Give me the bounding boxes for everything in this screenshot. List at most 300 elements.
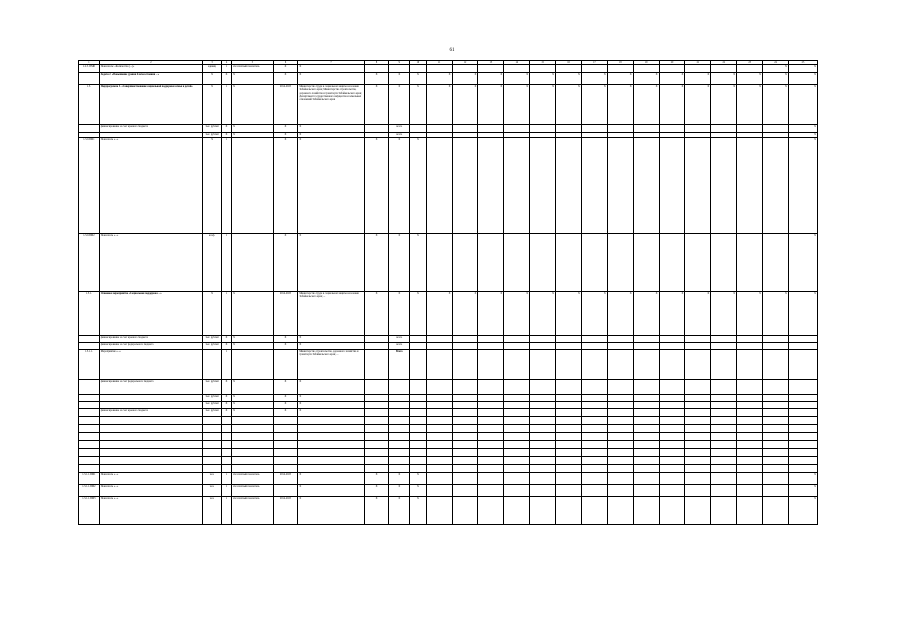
table-cell (410, 433, 427, 441)
table-cell (478, 350, 504, 380)
table-cell (530, 395, 556, 402)
table-cell (364, 449, 389, 457)
table-cell (659, 380, 685, 395)
table-cell: Мероприятие «...» (99, 350, 203, 380)
table-cell (607, 457, 633, 465)
table-cell: X (273, 336, 298, 343)
table-cell (763, 395, 789, 402)
table-cell (504, 497, 530, 525)
table-cell (232, 465, 273, 473)
table-cell (788, 465, 817, 473)
table-cell: X (232, 125, 273, 133)
table-cell (426, 402, 452, 409)
table-cell (763, 457, 789, 465)
table-cell: X (221, 133, 231, 138)
table-cell (633, 395, 659, 402)
table-cell (763, 234, 789, 292)
table-cell: всего (389, 343, 410, 350)
table-cell (659, 234, 685, 292)
table-cell (203, 449, 222, 457)
table-cell: 1 (221, 350, 231, 380)
table-row (79, 433, 818, 441)
table-row (79, 234, 818, 292)
table-cell (530, 433, 556, 441)
table-cell (99, 395, 203, 402)
table-cell (737, 343, 763, 350)
table-cell (711, 409, 737, 417)
table-cell (685, 473, 711, 485)
table-cell (273, 417, 298, 425)
table-cell (685, 433, 711, 441)
table-cell: X (659, 85, 685, 125)
column-number: 6 (273, 61, 298, 65)
table-cell (737, 473, 763, 485)
table-cell (232, 425, 273, 433)
table-cell: 1.3.1.1.ПМ2 (79, 485, 100, 497)
table-cell: X (273, 234, 298, 292)
table-cell (410, 336, 427, 343)
table-cell (581, 449, 607, 457)
table-cell (556, 138, 582, 234)
table-cell (711, 380, 737, 395)
table-cell (203, 441, 222, 449)
table-cell: X (298, 125, 364, 133)
table-cell: X (273, 380, 298, 395)
table-cell (607, 425, 633, 433)
table-cell: % (203, 138, 222, 234)
table-cell (426, 485, 452, 497)
table-cell (221, 441, 231, 449)
table-cell (659, 409, 685, 417)
table-cell: всего (389, 125, 410, 133)
table-cell (581, 402, 607, 409)
table-cell (389, 409, 410, 417)
column-number: 22 (711, 61, 737, 65)
table-row (79, 457, 818, 465)
table-cell: X (298, 138, 364, 234)
table-cell (711, 138, 737, 234)
table-cell (79, 417, 100, 425)
column-number: 14 (504, 61, 530, 65)
table-cell (426, 65, 452, 73)
table-cell (530, 465, 556, 473)
table-cell (556, 65, 582, 73)
table-cell (79, 425, 100, 433)
table-cell: X (221, 395, 231, 402)
table-cell (452, 395, 478, 402)
table-cell: 2014-2025 (273, 85, 298, 125)
table-cell (504, 125, 530, 133)
table-cell (79, 409, 100, 417)
table-cell (607, 449, 633, 457)
table-cell (556, 125, 582, 133)
table-cell: X (273, 65, 298, 73)
table-cell (426, 395, 452, 402)
table-cell: X (452, 73, 478, 85)
table-cell (737, 425, 763, 433)
table-cell: X (410, 473, 427, 485)
table-cell (737, 336, 763, 343)
table-cell (633, 380, 659, 395)
table-cell (659, 485, 685, 497)
table-cell (581, 485, 607, 497)
table-cell (737, 395, 763, 402)
table-cell (426, 465, 452, 473)
table-cell (273, 449, 298, 457)
table-cell (788, 409, 817, 417)
table-cell (389, 395, 410, 402)
column-number: 15 (530, 61, 556, 65)
table-row (79, 85, 818, 125)
table-cell (633, 457, 659, 465)
table-cell: X (452, 292, 478, 336)
table-cell (659, 402, 685, 409)
table-cell (607, 380, 633, 395)
table-cell (504, 234, 530, 292)
table-cell: X (364, 473, 389, 485)
table-cell: X (410, 497, 427, 525)
table-cell (452, 441, 478, 449)
table-cell: Министерство труда и социальной защиты населения Забайкальского края; Министерство строительства, дорожного хозяйства и транспорта Забайкальского края; Департамент государственного имущества и земельных отношений Забайкальского края (298, 85, 364, 125)
table-cell: X (737, 85, 763, 125)
table-cell (389, 465, 410, 473)
table-cell: X (232, 409, 273, 417)
table-cell (659, 457, 685, 465)
table-row (79, 441, 818, 449)
table-cell (99, 465, 203, 473)
table-cell (504, 65, 530, 73)
table-cell: X (763, 73, 789, 85)
table-cell (737, 497, 763, 525)
table-cell (530, 441, 556, 449)
table-cell: X (389, 85, 410, 125)
table-cell: X (389, 73, 410, 85)
table-cell (298, 449, 364, 457)
table-cell (556, 473, 582, 485)
table-row (79, 65, 818, 73)
table-cell: X (389, 473, 410, 485)
table-cell (788, 457, 817, 465)
table-cell: X (426, 85, 452, 125)
table-cell (452, 425, 478, 433)
table-cell: Министерство труда и социальной защиты населения Забайкальского края; ... (298, 292, 364, 336)
table-cell: Показатель «...» (99, 234, 203, 292)
table-cell: всего (389, 336, 410, 343)
table-cell (633, 485, 659, 497)
table-cell (478, 441, 504, 449)
table-cell: 2014-2025 (273, 497, 298, 525)
table-cell (763, 125, 789, 133)
table-cell (203, 425, 222, 433)
table-cell (79, 441, 100, 449)
table-cell: X (788, 85, 817, 125)
table-cell: X (298, 73, 364, 85)
table-cell (737, 138, 763, 234)
table-cell (556, 433, 582, 441)
table-cell (633, 402, 659, 409)
table-cell: X (685, 292, 711, 336)
table-cell: X (659, 292, 685, 336)
table-cell (478, 138, 504, 234)
table-cell (607, 343, 633, 350)
table-cell (711, 402, 737, 409)
table-cell: чел. (203, 485, 222, 497)
table-cell (364, 417, 389, 425)
table-cell (364, 380, 389, 395)
table-cell: X (410, 138, 427, 234)
table-cell (426, 457, 452, 465)
table-cell (504, 465, 530, 473)
table-cell (410, 343, 427, 350)
table-cell: X (426, 292, 452, 336)
table-cell (504, 402, 530, 409)
table-cell: финансирование за счет федерального бюджета (99, 343, 203, 350)
table-cell (478, 497, 504, 525)
table-row (79, 138, 818, 234)
table-cell: X (607, 73, 633, 85)
table-cell (426, 125, 452, 133)
table-cell (273, 433, 298, 441)
table-cell (504, 425, 530, 433)
table-cell (763, 409, 789, 417)
table-cell: X (788, 473, 817, 485)
table-cell: X (504, 292, 530, 336)
table-cell: X (273, 395, 298, 402)
table-cell (685, 234, 711, 292)
table-cell (389, 433, 410, 441)
table-cell (685, 380, 711, 395)
table-cell: X (364, 292, 389, 336)
table-cell: X (478, 85, 504, 125)
table-cell (504, 409, 530, 417)
table-cell (426, 441, 452, 449)
table-cell (504, 457, 530, 465)
table-cell (763, 336, 789, 343)
table-cell (737, 125, 763, 133)
table-cell (478, 465, 504, 473)
table-cell (389, 441, 410, 449)
table-cell (530, 409, 556, 417)
table-cell: чел. (203, 473, 222, 485)
table-cell (273, 425, 298, 433)
table-cell: 1.3.1.1. (79, 350, 100, 380)
table-cell (633, 409, 659, 417)
table-cell (711, 350, 737, 380)
table-cell (659, 497, 685, 525)
table-row (79, 395, 818, 402)
table-cell: тыс. рублей (203, 380, 222, 395)
table-cell (232, 433, 273, 441)
table-cell (659, 65, 685, 73)
table-cell: X (478, 73, 504, 85)
table-cell (685, 449, 711, 457)
table-cell (364, 441, 389, 449)
table-cell (530, 449, 556, 457)
table-cell: X (221, 336, 231, 343)
table-cell: X (788, 65, 817, 73)
table-cell (581, 497, 607, 525)
table-cell (410, 395, 427, 402)
table-cell (711, 343, 737, 350)
table-cell (452, 343, 478, 350)
table-cell: абсолютный показатель (232, 65, 273, 73)
table-cell (478, 234, 504, 292)
table-cell (711, 234, 737, 292)
table-cell: Показатель «...» (99, 138, 203, 234)
table-cell (556, 441, 582, 449)
table-cell (763, 497, 789, 525)
column-number: 2 (99, 61, 203, 65)
table-cell: X (364, 497, 389, 525)
table-cell (298, 465, 364, 473)
table-cell (273, 457, 298, 465)
table-cell: X (711, 292, 737, 336)
table-cell (221, 449, 231, 457)
table-cell: X (298, 234, 364, 292)
table-cell: X (504, 73, 530, 85)
table-cell: X (273, 125, 298, 133)
table-cell (737, 350, 763, 380)
table-cell (79, 402, 100, 409)
table-cell (410, 65, 427, 73)
table-cell: X (389, 485, 410, 497)
column-number: 12 (452, 61, 478, 65)
table-cell (607, 234, 633, 292)
table-cell (556, 425, 582, 433)
table-cell: 1 (221, 85, 231, 125)
table-cell (478, 380, 504, 395)
table-cell: X (410, 85, 427, 125)
table-cell (633, 125, 659, 133)
table-cell (633, 425, 659, 433)
table-cell (452, 65, 478, 73)
table-cell: X (221, 125, 231, 133)
table-cell (788, 425, 817, 433)
table-cell (633, 234, 659, 292)
table-cell (530, 485, 556, 497)
table-cell (426, 409, 452, 417)
table-cell: X (633, 292, 659, 336)
table-cell (659, 336, 685, 343)
table-cell (633, 497, 659, 525)
table-cell: X (232, 402, 273, 409)
table-cell: Показатель «...» (99, 497, 203, 525)
table-cell: X (221, 73, 231, 85)
table-cell (530, 350, 556, 380)
table-cell: X (426, 73, 452, 85)
table-cell: X (737, 292, 763, 336)
table-row (79, 343, 818, 350)
table-cell (556, 395, 582, 402)
table-cell: Министерство строительства, дорожного хозяйства и транспорта Забайкальского края; ... (298, 350, 364, 380)
table-cell (203, 465, 222, 473)
table-cell (426, 343, 452, 350)
column-number: 18 (607, 61, 633, 65)
table-cell: X (389, 234, 410, 292)
table-cell (633, 138, 659, 234)
table-cell: 1 (221, 65, 231, 73)
table-cell (452, 497, 478, 525)
table-cell (556, 485, 582, 497)
table-cell: X (788, 234, 817, 292)
table-cell (530, 125, 556, 133)
table-row (79, 485, 818, 497)
table-cell: X (711, 85, 737, 125)
table-cell (426, 350, 452, 380)
table-cell: тыс. рублей (203, 125, 222, 133)
table-cell (298, 425, 364, 433)
table-cell (273, 465, 298, 473)
table-cell: X (556, 85, 582, 125)
table-cell (737, 485, 763, 497)
table-cell (478, 395, 504, 402)
table-cell: X (298, 336, 364, 343)
table-cell (607, 65, 633, 73)
table-cell: X (364, 138, 389, 234)
table-cell (530, 336, 556, 343)
table-cell (581, 457, 607, 465)
table-cell (711, 465, 737, 473)
table-cell (530, 425, 556, 433)
table-cell: X (298, 497, 364, 525)
table-cell (685, 125, 711, 133)
table-cell: X (203, 292, 222, 336)
table-cell (203, 433, 222, 441)
table-cell (685, 409, 711, 417)
table-cell (659, 138, 685, 234)
table-cell (504, 417, 530, 425)
table-cell: тыс. рублей (203, 133, 222, 138)
column-number: 10 (410, 61, 427, 65)
table-cell (504, 343, 530, 350)
table-cell (452, 449, 478, 457)
table-cell (273, 441, 298, 449)
table-cell (581, 409, 607, 417)
table-cell (504, 138, 530, 234)
table-cell (79, 125, 100, 133)
table-cell (581, 65, 607, 73)
column-number: 25 (788, 61, 817, 65)
table-cell (685, 425, 711, 433)
table-cell (763, 343, 789, 350)
table-cell (426, 473, 452, 485)
table-cell (788, 441, 817, 449)
table-cell (452, 138, 478, 234)
table-cell (79, 343, 100, 350)
table-cell (607, 350, 633, 380)
table-cell (530, 343, 556, 350)
table-cell (452, 380, 478, 395)
table-cell (426, 449, 452, 457)
table-cell (737, 465, 763, 473)
table-cell (530, 65, 556, 73)
table-cell (633, 350, 659, 380)
table-cell (737, 409, 763, 417)
table-cell (711, 65, 737, 73)
table-cell: X (364, 85, 389, 125)
table-cell (737, 65, 763, 73)
table-cell (581, 395, 607, 402)
table-cell: тыс. рублей (203, 402, 222, 409)
table-cell: X (364, 73, 389, 85)
table-cell (504, 336, 530, 343)
table-cell (452, 417, 478, 425)
table-cell (737, 433, 763, 441)
table-cell (556, 402, 582, 409)
table-cell (737, 234, 763, 292)
table-cell: X (556, 292, 582, 336)
table-cell: X (298, 473, 364, 485)
